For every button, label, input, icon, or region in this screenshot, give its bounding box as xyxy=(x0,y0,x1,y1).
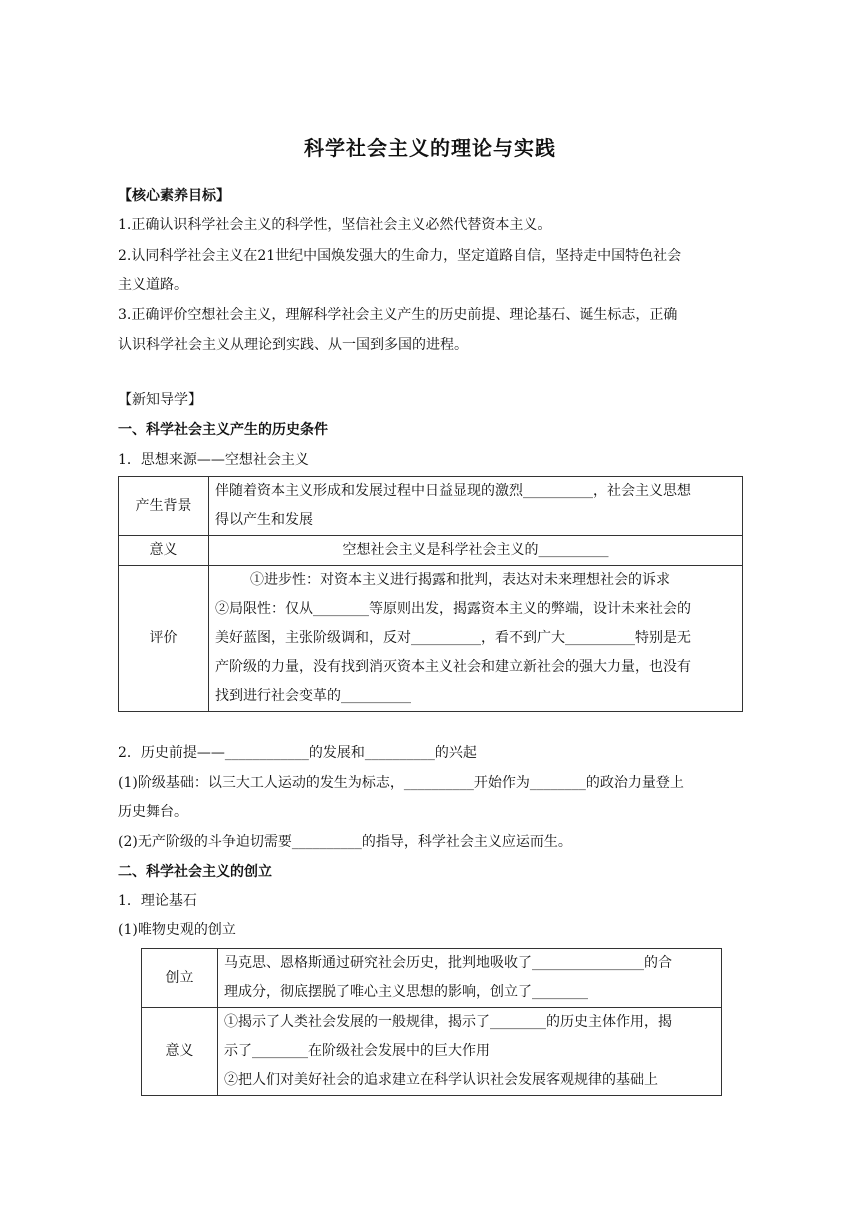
goal-item-3-cont: 认识科学社会主义从理论到实践、从一国到多国的进程。 xyxy=(118,337,468,353)
text-line: ①进步性：对资本主义进行揭露和批判，表达对未来理想社会的诉求 xyxy=(250,572,670,588)
row-content-meaning xyxy=(218,1008,722,1096)
class-basis-line1: (1)阶级基础：以三大工人运动的发生为标志，__________开始作为________的政治力量登上 xyxy=(118,775,684,791)
goal-item-3: 3.正确评价空想社会主义，理解科学社会主义产生的历史前提、理论基石、诞生标志，正确 xyxy=(118,307,678,323)
text-line: 理成分，彻底摆脱了唯心主义思想的影响，创立了________ xyxy=(224,984,588,1000)
section2-sub1a: (1)唯物史观的创立 xyxy=(118,922,236,938)
section2-sub1: 1．理论基石 xyxy=(118,893,197,909)
text-line: 示了________在阶级社会发展中的巨大作用 xyxy=(224,1043,490,1059)
text-line: ②把人们对美好社会的追求建立在科学认识社会发展客观规律的基础上 xyxy=(224,1072,658,1088)
text-line: 产阶级的力量，没有找到消灭资本主义社会和建立新社会的强大力量，也没有 xyxy=(215,659,691,675)
row-label-significance: 意义 xyxy=(119,536,209,566)
table-row xyxy=(142,1008,722,1096)
goal-item-2-cont: 主义道路。 xyxy=(118,277,188,293)
table-row xyxy=(142,949,722,1008)
text-line: 得以产生和发展 xyxy=(215,512,313,528)
row-content-creation xyxy=(218,949,722,1008)
text-line: 伴随着资本主义形成和发展过程中日益显现的激烈__________，社会主义思想 xyxy=(215,483,691,499)
row-label-meaning: 意义 xyxy=(142,1008,218,1096)
text-line: 找到进行社会变革的__________ xyxy=(215,688,411,704)
table-row xyxy=(119,477,743,536)
row-content-background xyxy=(209,477,743,536)
goals-header: 【核心素养目标】 xyxy=(118,188,230,204)
table-row xyxy=(119,536,743,566)
new-knowledge-header: 【新知导学】 xyxy=(118,392,202,408)
row-content-significance: 空想社会主义是科学社会主义的__________ xyxy=(209,536,743,566)
row-label-evaluation: 评价 xyxy=(119,566,209,712)
page-title: 科学社会主义的理论与实践 xyxy=(304,136,556,160)
text-line: ②局限性：仅从________等原则出发，揭露资本主义的弊端，设计未来社会的 xyxy=(215,601,691,617)
goal-item-2: 2.认同科学社会主义在21世纪中国焕发强大的生命力，坚定道路自信，坚持走中国特色社会 xyxy=(118,248,682,264)
section1-heading: 一、科学社会主义产生的历史条件 xyxy=(118,422,328,438)
text-line: 美好蓝图，主张阶级调和，反对__________，看不到广大__________特别是无 xyxy=(215,630,691,646)
row-label-background: 产生背景 xyxy=(119,477,209,536)
row-content-evaluation xyxy=(209,566,743,712)
section1-sub2: 2．历史前提——____________的发展和__________的兴起 xyxy=(118,745,477,761)
section1-sub1: 1．思想来源——空想社会主义 xyxy=(118,452,309,468)
utopian-socialism-table xyxy=(118,476,743,712)
text-line: 马克思、恩格斯通过研究社会历史，批判地吸收了________________的合 xyxy=(224,955,672,971)
table-row xyxy=(119,566,743,712)
goal-item-1: 1.正确认识科学社会主义的科学性，坚信社会主义必然代替资本主义。 xyxy=(118,217,552,233)
struggle-paragraph: (2)无产阶级的斗争迫切需要__________的指导，科学社会主义应运而生。 xyxy=(118,834,572,850)
text-line: ①揭示了人类社会发展的一般规律，揭示了________的历史主体作用，揭 xyxy=(224,1014,672,1030)
historical-materialism-table xyxy=(141,948,722,1096)
class-basis-line2: 历史舞台。 xyxy=(118,804,188,820)
row-label-creation: 创立 xyxy=(142,949,218,1008)
section2-heading: 二、科学社会主义的创立 xyxy=(118,864,272,880)
